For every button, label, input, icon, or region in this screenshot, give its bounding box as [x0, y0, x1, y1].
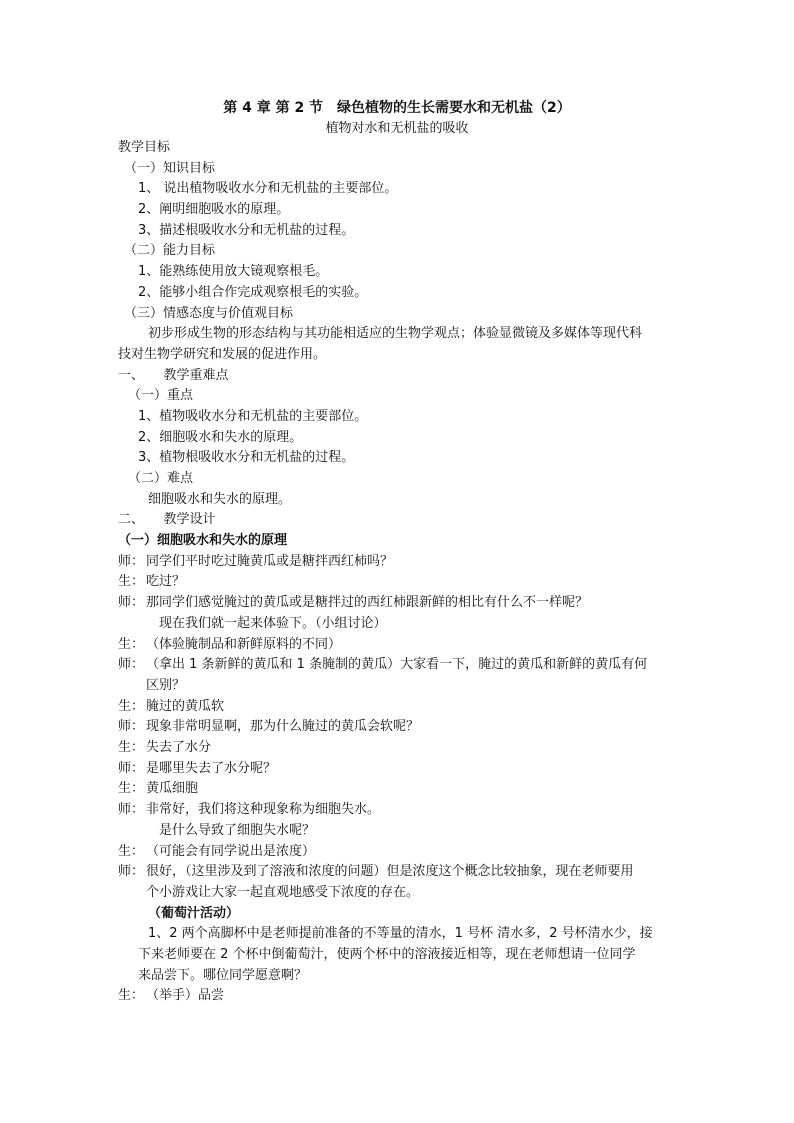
document-subtitle: 植物对水和无机盐的吸收	[325, 121, 469, 136]
dialog-line: 失去了水分	[146, 740, 212, 756]
dialog-line: 现象非常明显啊，那为什么腌过的黄瓜会软呢？	[146, 719, 420, 735]
dialog-text	[146, 572, 678, 593]
speaker-label: 师：	[118, 595, 145, 611]
dialog-text	[146, 779, 678, 800]
dialog-line: 那同学们感觉腌过的黄瓜或是糖拌过的西红柿跟新鲜的相比有什么不一样呢？	[146, 595, 589, 611]
speaker-label: 师：	[118, 553, 145, 569]
dialog-text: （举手）品尝	[146, 988, 225, 1004]
dialog-line: 吃过？	[146, 574, 186, 590]
dialog-text	[146, 717, 678, 738]
dialog-line: 非常好，我们将这种现象称为细胞失水。	[146, 802, 381, 818]
dialog-turn	[118, 842, 678, 863]
speaker-label: 师：	[118, 864, 145, 880]
dialog-turn	[118, 552, 678, 573]
dialog-line: 黄瓜细胞	[146, 781, 199, 797]
paragraph-line: 1、2 两个高脚杯中是老师提前准备的不等量的清水，1 号杯 清水多，2 号杯清水少，接	[148, 926, 653, 942]
dialog-text	[146, 862, 678, 903]
section-heading: 二、 教学设计	[118, 512, 216, 528]
dialog-text	[146, 635, 678, 656]
dialog-turn	[118, 655, 678, 696]
dialog-line: 区别？	[146, 677, 186, 693]
subsection-heading: （二）能力目标	[124, 243, 216, 259]
section-heading: 一、 教学重难点	[118, 367, 229, 383]
dialog-text	[146, 655, 678, 696]
list-item: 3、描述根吸收水分和无机盐的过程。	[138, 222, 355, 238]
dialog-turn	[118, 717, 678, 738]
paragraph-line: 来品尝下。哪位同学愿意啊？	[138, 967, 308, 983]
paragraph-line: 技对生物学研究和发展的促进作用。	[118, 346, 327, 362]
dialog-line: （体验腌制品和新鲜原料的不同）	[146, 636, 342, 652]
dialog-turn	[118, 862, 678, 903]
speaker-label: 师：	[118, 657, 145, 673]
speaker-label: 师：	[118, 760, 145, 776]
paragraph-line: 初步形成生物的形态结构与其功能相适应的生物学观点；体验显微镜及多媒体等现代科	[148, 326, 643, 342]
dialog-line: 是哪里失去了水分呢？	[146, 760, 277, 776]
speaker-label: 生：	[118, 574, 145, 590]
dialog-line: 现在我们就一起来体验下。（小组讨论）	[146, 615, 387, 631]
dialog-text	[146, 593, 678, 634]
dialog-line: 很好，（这里涉及到了溶液和浓度的问题）但是浓度这个概念比较抽象，现在老师要用	[146, 864, 634, 880]
list-item: 3、植物根吸收水分和无机盐的过程。	[138, 450, 355, 466]
dialog-turn	[118, 779, 678, 800]
dialog-line: 是什么导致了细胞失水呢？	[146, 822, 316, 838]
list-item: 细胞吸水和失水的原理。	[148, 491, 292, 507]
document-title: 第 4 章 第 2 节 绿色植物的生长需要水和无机盐（2）	[223, 100, 571, 116]
document-body	[118, 138, 678, 1007]
dialog-turn	[118, 697, 678, 718]
dialog-block	[118, 552, 678, 904]
dialog-text	[146, 759, 678, 780]
list-item: 1、植物吸收水分和无机盐的主要部位。	[138, 408, 368, 424]
subsection-heading: （一）细胞吸水和失水的原理	[118, 533, 288, 549]
speaker-label: 生：	[118, 843, 145, 859]
dialog-turn	[118, 635, 678, 656]
speaker-label: 师：	[118, 719, 145, 735]
list-item: 2、阐明细胞吸水的原理。	[138, 202, 290, 218]
list-item: 1、 说出植物吸收水分和无机盐的主要部位。	[138, 181, 398, 197]
paragraph-line: 下来老师要在 2 个杯中倒葡萄汁，使两个杯中的溶液接近相等，现在老师想请一位同学	[138, 947, 636, 963]
dialog-text	[146, 738, 678, 759]
speaker-label: 生：	[118, 781, 145, 797]
subsection-heading: （三）情感态度与价值观目标	[124, 305, 294, 321]
activity-heading: （葡萄汁活动）	[148, 905, 240, 921]
dialog-line: 腌过的黄瓜软	[146, 698, 225, 714]
dialog-line: （拿出 1 条新鲜的黄瓜和 1 条腌制的黄瓜）大家看一下，腌过的黄瓜和新鲜的黄瓜有何	[146, 657, 648, 673]
list-item: 1、能熟练使用放大镜观察根毛。	[138, 264, 329, 280]
dialog-line: （可能会有同学说出是浓度）	[146, 843, 316, 859]
subsection-heading: （二）难点	[128, 471, 194, 486]
dialog-turn	[118, 986, 678, 1007]
list-item: 2、能够小组合作完成观察根毛的实验。	[138, 284, 368, 300]
dialog-text	[146, 697, 678, 718]
subsection-heading: （一）重点	[128, 388, 194, 404]
dialog-text	[146, 842, 678, 863]
list-item: 2、细胞吸水和失水的原理。	[138, 429, 303, 445]
dialog-turn	[118, 800, 678, 841]
speaker-label: 生：	[118, 988, 145, 1004]
speaker-label: 生：	[118, 698, 145, 714]
dialog-turn	[118, 759, 678, 780]
dialog-text	[146, 800, 678, 841]
dialog-turn	[118, 593, 678, 634]
subsection-heading: （一）知识目标	[124, 160, 216, 176]
dialog-turn	[118, 738, 678, 759]
speaker-label: 生：	[118, 740, 145, 756]
speaker-label: 生：	[118, 636, 145, 652]
section-heading: 教学目标	[118, 140, 171, 155]
dialog-turn	[118, 572, 678, 593]
dialog-line: 个小游戏让大家一起直观地感受下浓度的存在。	[146, 885, 420, 900]
speaker-label: 师：	[118, 802, 145, 818]
dialog-text	[146, 552, 678, 573]
dialog-line: 同学们平时吃过腌黄瓜或是糖拌西红柿吗？	[146, 553, 394, 569]
